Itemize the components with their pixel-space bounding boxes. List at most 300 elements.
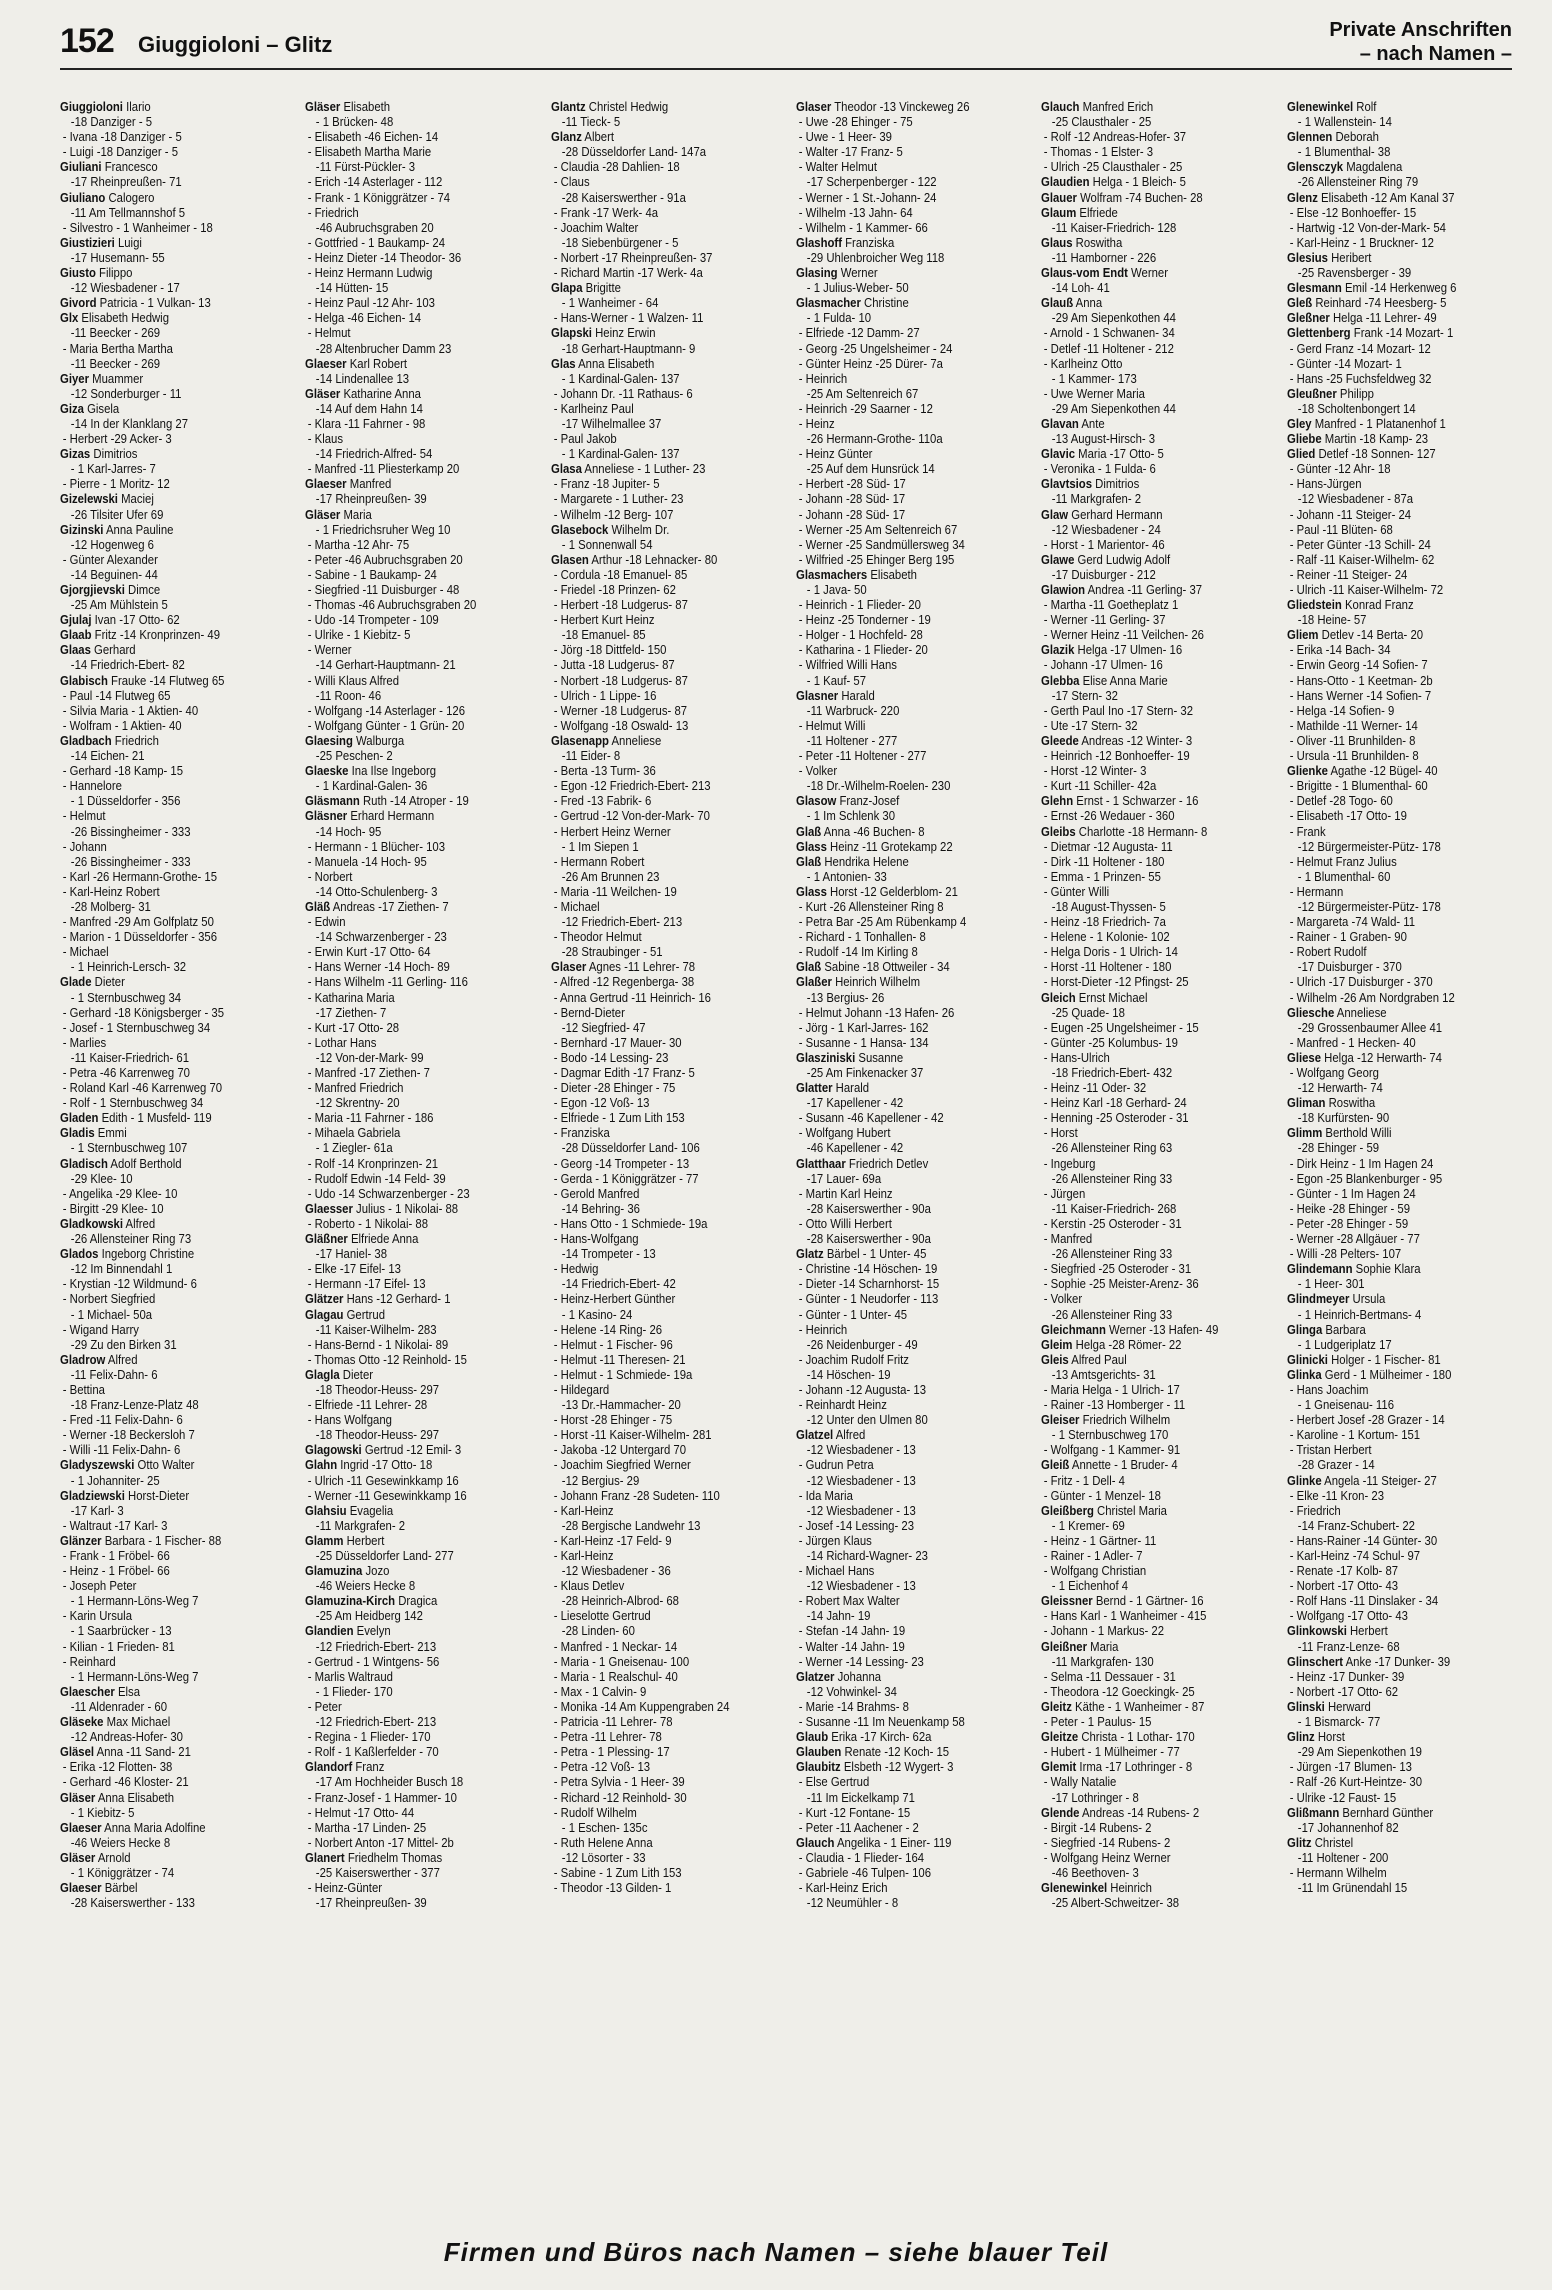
entry-address-line: - 1 Sternbuschweg 170 — [1052, 1428, 1169, 1443]
entry-details: Arthur -18 Lehnacker- 80 — [590, 552, 718, 567]
entry-person-line: - Erika -14 Bach- 34 — [1287, 643, 1495, 658]
entry-details: Johanna — [837, 1669, 882, 1684]
entry-person-line: - Horst -12 Winter- 3 — [1041, 764, 1249, 779]
entry-person-line: - Wolfgang Hubert — [796, 1126, 1004, 1141]
entry-details: Detlef -18 Sonnen- 127 — [1318, 447, 1436, 462]
entry-person-line: - Heinz Hermann Ludwig — [305, 266, 513, 281]
entry-address-line: -13 Amtsgerichts- 31 — [1052, 1367, 1157, 1382]
entry-person-line: - Helmut - 1 Fischer- 96 — [551, 1338, 759, 1353]
entry-surname: Glas — [550, 356, 576, 371]
entry-surname: Glados — [60, 1247, 99, 1262]
entry-surname-line — [1041, 100, 1249, 115]
entry-details: Magdalena — [1345, 160, 1402, 175]
directory-column-4 — [796, 100, 1004, 2212]
entry-person-line: - Karlheinz Otto — [1041, 357, 1249, 372]
entry-person-line: - Johann -11 Steiger- 24 — [1287, 508, 1495, 523]
entry-surname-line — [1041, 794, 1249, 809]
entry-surname-line — [1287, 417, 1495, 432]
entry-surname-line — [1041, 1760, 1249, 1775]
entry-surname: Glasen — [550, 552, 589, 567]
entry-surname: Glenewinkel — [1286, 100, 1353, 114]
entry-address-line: -12 Wiesbadener - 87a — [1297, 492, 1413, 507]
entry-surname: Gley — [1286, 416, 1312, 431]
entry-address-line: -11 Felix-Dahn- 6 — [70, 1367, 158, 1382]
entry-person-line: - Karl-Heinz — [551, 1504, 759, 1519]
entry-address-line: -18 Danziger - 5 — [70, 115, 153, 130]
entry-person-line: - Hans-Bernd - 1 Nikolai- 89 — [305, 1338, 513, 1353]
entry-person-line: - Peter -11 Holtener - 277 — [796, 749, 1004, 764]
entry-surname: Giyer — [60, 371, 89, 386]
entry-person-line: - Ingeburg — [1041, 1157, 1249, 1172]
entry-surname-line — [796, 1157, 1004, 1172]
entry-person-line: - Werner -25 Am Seltenreich 67 — [796, 523, 1004, 538]
entry-person-line: - Rainer -13 Homberger - 11 — [1041, 1398, 1249, 1413]
entry-address-line: -14 Jahn- 19 — [806, 1609, 871, 1624]
entry-person-line: - Hermann Robert — [551, 855, 759, 870]
entry-details: Calogero — [108, 190, 155, 205]
entry-surname-line — [1041, 508, 1249, 523]
entry-surname: Giza — [60, 401, 84, 416]
entry-address-line: -11 Holtener - 277 — [806, 733, 898, 748]
entry-person-line: - Wilfried Willi Hans — [796, 658, 1004, 673]
entry-address-line: -29 Uhlenbroicher Weg 118 — [806, 250, 945, 265]
entry-details: Anna Pauline — [105, 522, 174, 537]
entry-person-line: - Christine -14 Höschen- 19 — [796, 1262, 1004, 1277]
entry-person-line: - Helmut — [305, 326, 513, 341]
entry-surname-line — [1041, 1594, 1249, 1609]
entry-surname-line — [1287, 1353, 1495, 1368]
entry-person-line: - Karlheinz Paul — [551, 402, 759, 417]
entry-surname: Gläser — [305, 386, 341, 401]
entry-details: Luigi — [117, 235, 142, 250]
entry-person-line: - Rainer - 1 Adler- 7 — [1041, 1549, 1249, 1564]
entry-surname-line — [796, 236, 1004, 251]
entry-details: Heinz -11 Grotekamp 22 — [830, 839, 953, 854]
entry-address-line: -14 Otto-Schulenberg- 3 — [316, 884, 438, 899]
entry-person-line: - Marion - 1 Düsseldorfer - 356 — [60, 930, 268, 945]
entry-surname-line — [1041, 266, 1249, 281]
entry-details: Gertrud -12 Emil- 3 — [365, 1443, 462, 1458]
entry-person-line: - Maria - 1 Realschul- 40 — [551, 1670, 759, 1685]
entry-address-line: -18 Franz-Lenze-Platz 48 — [70, 1398, 199, 1413]
entry-person-line: - Günter - 1 Neudorfer - 113 — [796, 1292, 1004, 1307]
entry-surname-line — [305, 1308, 513, 1323]
entry-surname-line — [305, 1292, 513, 1307]
entry-person-line: - Gerold Manfred — [551, 1187, 759, 1202]
entry-person-line: - Gertrud - 1 Wintgens- 56 — [305, 1655, 513, 1670]
entry-address-line: -14 Hütten- 15 — [316, 281, 389, 296]
entry-surname-line — [796, 975, 1004, 990]
entry-person-line: - Hans Wolfgang — [305, 1413, 513, 1428]
entry-person-line: - Ursula -11 Brunhilden- 8 — [1287, 749, 1495, 764]
entry-surname: Glasziniski — [795, 1050, 856, 1065]
entry-details: Evelyn — [356, 1624, 392, 1639]
entry-details: Julius - 1 Nikolai- 88 — [356, 1201, 459, 1216]
entry-person-line: - Reinhard — [60, 1655, 268, 1670]
entry-surname-line — [796, 840, 1004, 855]
entry-surname: Gizinski — [60, 522, 104, 537]
entry-address-line: - 1 Kauf- 57 — [806, 673, 867, 688]
entry-surname: Glawe — [1041, 552, 1075, 567]
entry-details: Herbert — [1349, 1624, 1388, 1639]
entry-person-line: - Heinz-Günter — [305, 1881, 513, 1896]
entry-person-line: - Joachim Rudolf Fritz — [796, 1353, 1004, 1368]
entry-surname: Glitz — [1286, 1835, 1312, 1850]
entry-surname: Glaw — [1041, 507, 1069, 522]
entry-person-line: - Thomas -46 Aubruchsgraben 20 — [305, 598, 513, 613]
entry-person-line: - Hermann — [1287, 885, 1495, 900]
entry-person-line: - Johann -17 Ulmen- 16 — [1041, 658, 1249, 673]
entry-details: Ina Ilse Ingeborg — [351, 764, 437, 779]
entry-surname-line — [551, 734, 759, 749]
entry-address-line: -12 Friedrich-Ebert- 213 — [316, 1715, 437, 1730]
entry-surname-line — [60, 1489, 268, 1504]
entry-surname-line — [60, 1791, 268, 1806]
entry-surname: Glinga — [1286, 1322, 1322, 1337]
entry-details: Brigitte — [585, 281, 621, 296]
entry-details: Dragica — [398, 1594, 438, 1609]
entry-details: Anna — [1075, 296, 1103, 311]
entry-surname-line — [551, 281, 759, 296]
entry-person-line: - Franziska — [551, 1126, 759, 1141]
entry-person-line: - Michael — [60, 945, 268, 960]
entry-surname-line — [305, 100, 513, 115]
entry-person-line: - Gudrun Petra — [796, 1458, 1004, 1473]
entry-person-line: - Ivana -18 Danziger - 5 — [60, 130, 268, 145]
entry-surname: Glinschert — [1286, 1654, 1343, 1669]
entry-details: Edith - 1 Musfeld- 119 — [101, 1111, 212, 1126]
entry-details: Albert — [584, 130, 614, 145]
entry-person-line: - Rolf -12 Andreas-Hofer- 37 — [1041, 130, 1249, 145]
entry-surname: Glatter — [795, 1081, 833, 1096]
entry-surname-line — [305, 1443, 513, 1458]
entry-person-line: - Helmut -11 Theresen- 21 — [551, 1353, 759, 1368]
entry-person-line: - Emma - 1 Prinzen- 55 — [1041, 870, 1249, 885]
entry-details: Heinrich — [1110, 1881, 1153, 1896]
entry-person-line: - Horst -11 Holtener - 180 — [1041, 960, 1249, 975]
entry-surname: Glasenapp — [550, 733, 609, 748]
entry-surname-line — [1287, 1655, 1495, 1670]
entry-details: Anneliese — [611, 733, 661, 748]
entry-surname-line — [1041, 236, 1249, 251]
entry-surname: Glaescher — [60, 1684, 115, 1699]
entry-person-line: - Karl-Heinz -17 Feld- 9 — [551, 1534, 759, 1549]
entry-person-line: - Gertrud -12 Von-der-Mark- 70 — [551, 809, 759, 824]
entry-address-line: - 1 Heinrich-Bertmans- 4 — [1297, 1307, 1421, 1322]
entry-surname-line — [1041, 477, 1249, 492]
entry-person-line: - Klaus — [305, 432, 513, 447]
entry-surname-line — [796, 960, 1004, 975]
entry-person-line: - Peter Günter -13 Schill- 24 — [1287, 538, 1495, 553]
entry-surname: Glaesing — [305, 733, 354, 748]
entry-details: Elsa — [117, 1684, 141, 1699]
entry-details: Walburga — [356, 733, 405, 748]
entry-surname-line — [60, 613, 268, 628]
entry-person-line: - Kerstin -25 Osteroder - 31 — [1041, 1217, 1249, 1232]
entry-surname-line — [305, 764, 513, 779]
entry-address-line: -14 Friedrich-Alfred- 54 — [316, 447, 433, 462]
entry-person-line: - Maria -11 Fahrner - 186 — [305, 1111, 513, 1126]
entry-surname-line — [305, 794, 513, 809]
entry-person-line: - Erwin Kurt -17 Otto- 64 — [305, 945, 513, 960]
entry-address-line: -26 Bissingheimer - 333 — [70, 824, 191, 839]
entry-address-line: -29 Grossenbaumer Allee 41 — [1297, 1020, 1442, 1035]
entry-address-line: - 1 Hermann-Löns-Weg 7 — [70, 1669, 199, 1684]
entry-surname-line — [60, 266, 268, 281]
entry-address-line: -17 Am Hochheider Busch 18 — [316, 1775, 464, 1790]
entry-details: Christel — [1314, 1835, 1353, 1850]
entry-surname-line — [796, 1730, 1004, 1745]
entry-details: Ante — [1081, 416, 1105, 431]
entry-person-line: - Maria -11 Weilchen- 19 — [551, 885, 759, 900]
entry-details: Filippo — [99, 266, 133, 281]
entry-person-line: - Berta -13 Turm- 36 — [551, 764, 759, 779]
entry-person-line: - Ida Maria — [796, 1489, 1004, 1504]
entry-details: Dimitrios — [93, 447, 138, 462]
entry-surname-line — [60, 1851, 268, 1866]
entry-address-line: -14 Friedrich-Ebert- 42 — [561, 1277, 676, 1292]
entry-person-line: - Bernhard -17 Mauer- 30 — [551, 1036, 759, 1051]
entry-details: Bärbel — [104, 1881, 138, 1896]
entry-person-line: - Margarete - 1 Luther- 23 — [551, 492, 759, 507]
entry-address-line: -46 Weiers Hecke 8 — [316, 1579, 416, 1594]
entry-person-line: - Horst — [1041, 1126, 1249, 1141]
entry-surname-line — [1287, 281, 1495, 296]
entry-person-line: - Helene - 1 Kolonie- 102 — [1041, 930, 1249, 945]
entry-surname-line — [1287, 251, 1495, 266]
entry-person-line: - Hans Werner -14 Sofien- 7 — [1287, 689, 1495, 704]
entry-address-line: -14 Loh- 41 — [1052, 281, 1111, 296]
entry-address-line: -11 Holtener - 200 — [1297, 1850, 1388, 1865]
section-title-line2: – nach Namen – — [1359, 43, 1512, 65]
page-header — [60, 18, 1512, 70]
entry-person-line: - Marie -14 Brahms- 8 — [796, 1700, 1004, 1715]
entry-surname-line — [60, 1157, 268, 1172]
entry-surname-line — [1041, 1413, 1249, 1428]
entry-surname: Glätzer — [305, 1292, 344, 1307]
entry-surname: Gläseke — [60, 1715, 104, 1730]
entry-address-line: -25 Clausthaler - 25 — [1052, 115, 1152, 130]
entry-details: Gerd - 1 Mülheimer - 180 — [1324, 1367, 1452, 1382]
entry-person-line: - Ulrich -11 Gesewinkkamp 16 — [305, 1474, 513, 1489]
entry-person-line: - Helmut Johann -13 Hafen- 26 — [796, 1006, 1004, 1021]
entry-person-line: - Karoline - 1 Kortum- 151 — [1287, 1428, 1495, 1443]
entry-person-line: - Elisabeth -17 Otto- 19 — [1287, 809, 1495, 824]
entry-person-line: - Gerhard -46 Kloster- 21 — [60, 1775, 268, 1790]
entry-address-line: -26 Neidenburger - 49 — [806, 1337, 918, 1352]
entry-surname: Gjorgjievski — [60, 583, 125, 597]
entry-details: Harald — [841, 688, 875, 703]
entry-person-line: - Günter -14 Mozart- 1 — [1287, 357, 1495, 372]
entry-address-line: - 1 Kardinal-Galen- 36 — [316, 779, 428, 794]
entry-person-line: - Johann -28 Süd- 17 — [796, 508, 1004, 523]
entry-address-line: -17 Rheinpreußen- 71 — [70, 175, 182, 190]
entry-person-line: - Werner -14 Lessing- 23 — [796, 1655, 1004, 1670]
entry-surname-line — [1287, 1806, 1495, 1821]
entry-person-line: - Günter -12 Ahr- 18 — [1287, 462, 1495, 477]
entry-person-line: - Wilhelm - 1 Kammer- 66 — [796, 221, 1004, 236]
entry-details: Anna -11 Sand- 21 — [96, 1745, 191, 1760]
entry-person-line: - Bodo -14 Lessing- 23 — [551, 1051, 759, 1066]
entry-details: Sophie Klara — [1355, 1262, 1421, 1277]
entry-surname: Gladbach — [60, 733, 112, 748]
entry-person-line: - Manfred -17 Ziethen- 7 — [305, 1066, 513, 1081]
entry-surname: Glagowski — [305, 1443, 363, 1458]
entry-address-line: -26 Allensteiner Ring 33 — [1052, 1171, 1173, 1186]
entry-address-line: -12 Wiesbadener - 13 — [806, 1503, 916, 1518]
entry-person-line: - Peter -11 Aachener - 2 — [796, 1821, 1004, 1836]
entry-surname-line — [1287, 1006, 1495, 1021]
entry-details: Maria — [343, 507, 373, 522]
entry-details: Werner — [1131, 266, 1169, 281]
entry-person-line: - Willi -11 Felix-Dahn- 6 — [60, 1443, 268, 1458]
entry-surname: Glasebock — [550, 522, 608, 537]
entry-details: Angela -11 Steiger- 27 — [1323, 1473, 1437, 1488]
entry-surname: Glaß — [795, 854, 822, 869]
entry-person-line: - Heinz Paul -12 Ahr- 103 — [305, 296, 513, 311]
entry-surname: Glanert — [305, 1850, 346, 1865]
entry-person-line: - Reinhardt Heinz — [796, 1398, 1004, 1413]
entry-surname: Gläsner — [305, 809, 348, 824]
entry-surname-line — [60, 236, 268, 251]
entry-person-line: - Wilhelm -12 Berg- 107 — [551, 508, 759, 523]
entry-address-line: -14 Richard-Wagner- 23 — [806, 1549, 928, 1563]
entry-details: Werner -13 Hafen- 49 — [1109, 1322, 1219, 1337]
entry-person-line: - Ruth Helene Anna — [551, 1836, 759, 1851]
entry-surname-line — [305, 1458, 513, 1473]
entry-address-line: -11 Hamborner - 226 — [1052, 250, 1157, 265]
entry-details: Anke -17 Dunker- 39 — [1345, 1654, 1450, 1669]
entry-surname-line — [1041, 674, 1249, 689]
entry-address-line: -25 Ravensberger - 39 — [1297, 266, 1411, 281]
entry-surname-line — [1041, 583, 1249, 598]
entry-details: Katharine Anna — [343, 386, 422, 401]
entry-address-line: -11 Im Eickelkamp 71 — [806, 1790, 915, 1805]
entry-surname: Glindmeyer — [1286, 1292, 1350, 1307]
entry-person-line: - Thomas - 1 Elster- 3 — [1041, 145, 1249, 160]
entry-person-line: - Erika -12 Flotten- 38 — [60, 1760, 268, 1775]
entry-address-line: - 1 Heinrich-Lersch- 32 — [70, 960, 187, 975]
entry-surname-line — [1287, 160, 1495, 175]
entry-person-line: - Ralf -26 Kurt-Heintze- 30 — [1287, 1775, 1495, 1790]
entry-address-line: -46 Weiers Hecke 8 — [70, 1835, 171, 1850]
entry-address-line: -12 Bürgermeister-Pütz- 178 — [1297, 899, 1441, 914]
entry-address-line: - 1 Blumenthal- 38 — [1297, 145, 1391, 160]
entry-surname-line — [1041, 734, 1249, 749]
entry-surname: Glantz — [550, 100, 586, 114]
entry-person-line: - Katharina - 1 Flieder- 20 — [796, 643, 1004, 658]
entry-surname: Glaeske — [305, 764, 349, 779]
entry-details: Bernd - 1 Gärtner- 16 — [1096, 1594, 1204, 1609]
entry-person-line: - Kurt -26 Allensteiner Ring 8 — [796, 900, 1004, 915]
entry-person-line: - Helga -14 Sofien- 9 — [1287, 704, 1495, 719]
entry-address-line: - 1 Saarbrücker - 13 — [70, 1624, 172, 1639]
entry-address-line: -25 Am Seltenreich 67 — [806, 386, 919, 401]
entry-address-line: -25 Am Heidberg 142 — [316, 1609, 424, 1624]
entry-person-line: - Frank - 1 Königgrätzer - 74 — [305, 191, 513, 206]
entry-person-line: - Werner -25 Sandmüllersweg 34 — [796, 538, 1004, 553]
entry-details: Helga -17 Ulmen- 16 — [1077, 643, 1183, 658]
entry-surname: Gläß — [305, 899, 331, 914]
entry-surname-line — [60, 1217, 268, 1232]
directory-columns — [60, 100, 1518, 2212]
entry-surname-line — [1041, 296, 1249, 311]
entry-details: Helga -28 Römer- 22 — [1075, 1337, 1182, 1352]
entry-surname: Glinicki — [1286, 1352, 1328, 1367]
entry-address-line: -14 Eichen- 21 — [70, 749, 145, 764]
entry-surname: Gliem — [1286, 628, 1319, 643]
entry-address-line: -29 Zu den Birken 31 — [70, 1337, 177, 1352]
entry-person-line: - Oliver -11 Brunhilden- 8 — [1287, 734, 1495, 749]
entry-person-line: - Petra -12 Voß- 13 — [551, 1760, 759, 1775]
entry-surname: Glennen — [1286, 130, 1332, 145]
entry-details: Alfred — [125, 1216, 156, 1231]
entry-surname: Glandorf — [305, 1760, 353, 1775]
entry-surname: Gleibs — [1041, 824, 1076, 839]
entry-person-line: - Robert Max Walter — [796, 1594, 1004, 1609]
entry-person-line: - Peter - 1 Paulus- 15 — [1041, 1715, 1249, 1730]
entry-details: Elisabeth — [870, 567, 917, 582]
entry-surname: Glauch — [795, 1835, 835, 1850]
entry-surname-line — [1287, 1323, 1495, 1338]
entry-person-line: - Hans-Jürgen — [1287, 477, 1495, 492]
entry-person-line: - Hans-Werner - 1 Walzen- 11 — [551, 311, 759, 326]
entry-details: Heribert — [1330, 250, 1372, 265]
entry-person-line: - Sabine - 1 Zum Lith 153 — [551, 1866, 759, 1881]
entry-details: Friedrich Wilhelm — [1082, 1413, 1171, 1428]
entry-person-line: - Norbert Anton -17 Mittel- 2b — [305, 1836, 513, 1851]
entry-address-line: -11 Kaiser-Friedrich- 61 — [70, 1050, 190, 1065]
entry-details: Frank -14 Mozart- 1 — [1353, 326, 1453, 341]
entry-surname-line — [60, 674, 268, 689]
section-title-line1: Private Anschriften — [1329, 19, 1512, 41]
entry-person-line: - Wolfgang Christian — [1041, 1564, 1249, 1579]
entry-person-line: - Jürgen — [1041, 1187, 1249, 1202]
entry-person-line: - Anna Gertrud -11 Heinrich- 16 — [551, 991, 759, 1006]
entry-address-line: -18 Scholtenbongert 14 — [1297, 401, 1416, 416]
entry-person-line: - Heinz - 1 Fröbel- 66 — [60, 1564, 268, 1579]
entry-surname: Glauß — [1041, 296, 1074, 311]
entry-details: Roswitha — [1328, 1096, 1375, 1111]
entry-person-line: - Volker — [796, 764, 1004, 779]
entry-details: Elise Anna Marie — [1082, 673, 1168, 688]
entry-address-line: -25 Am Mühlstein 5 — [70, 598, 168, 613]
entry-surname: Glimm — [1286, 1126, 1322, 1141]
entry-surname: Givord — [60, 296, 97, 311]
entry-surname-line — [305, 508, 513, 523]
entry-address-line: -17 Rheinpreußen- 39 — [316, 1896, 428, 1911]
entry-person-line: - Birgitt -29 Klee- 10 — [60, 1202, 268, 1217]
entry-address-line: - 1 Kardinal-Galen- 137 — [561, 447, 680, 462]
entry-person-line: - Heinz Dieter -14 Theodor- 36 — [305, 251, 513, 266]
entry-address-line: -17 Haniel- 38 — [316, 1247, 388, 1262]
entry-address-line: - 1 Sternbuschweg 34 — [70, 990, 182, 1005]
entry-surname: Gleede — [1041, 733, 1080, 748]
entry-address-line: -18 Emanuel- 85 — [561, 628, 646, 643]
entry-person-line: - Theodor -13 Gilden- 1 — [551, 1881, 759, 1896]
entry-person-line: - Horst -28 Ehinger - 75 — [551, 1413, 759, 1428]
entry-details: Herward — [1327, 1699, 1371, 1714]
entry-person-line: - Fred -11 Felix-Dahn- 6 — [60, 1413, 268, 1428]
entry-surname-line — [1287, 1051, 1495, 1066]
entry-surname: Gläser — [305, 507, 341, 522]
entry-details: Fritz -14 Kronprinzen- 49 — [94, 628, 221, 643]
entry-surname: Giustizieri — [60, 235, 115, 250]
entry-person-line: - Monika -14 Am Kuppengraben 24 — [551, 1700, 759, 1715]
entry-surname-line — [551, 462, 759, 477]
entry-person-line: - Ulrich - 1 Lippe- 16 — [551, 689, 759, 704]
entry-address-line: -11 Warbruck- 220 — [806, 703, 900, 718]
